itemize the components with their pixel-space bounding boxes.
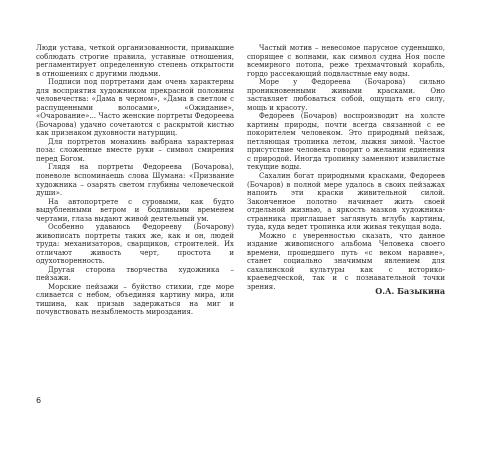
left-text-column [36, 44, 234, 317]
author-signature: О.А. Базыкина [375, 286, 445, 296]
paragraph: Глядя на портреты Федореева (Бочарова), поневоле вспоминаешь слова Шумана: «Призвание художника – озарять светом глубины человеческой души». [36, 163, 234, 198]
paragraph: Люди устава, четкой организованности, привыкшие соблюдать строгие правила, уставные отношения, регламентирует определенную степень открытости в отношениях с другими людьми. [36, 44, 234, 78]
paragraph: На автопортрете с суровыми, как будто выдубленными ветром и бодливыми временем чертами, глаза выдают живой деятельный ум. [36, 197, 234, 223]
paragraph: Море у Федореева (Бочарова) сильно проникновенными живыми красками. Оно заставляет любоваться собой, ощущать его силу, мощь и красоту. [247, 78, 445, 112]
paragraph: Подписи под портретами дам очень характерны для восприятия художником прекрасной половины человечества: «Дама в черном», «Дама в светлом с распущенными волосами», «Ожидание», «Очарование»... Часто женские портреты Федореева (Бочарова) удачно сочетаются с раскрытой кистью как признаком духовности натурщиц. [36, 78, 234, 138]
paragraph: Частый мотив – невесомое парусное суденышко, спорящее с волнами, как символ судна Ноя после всемирного потопа, реже трехмачтовый корабль, гордо рассекающий подвластные ему воды. [247, 44, 445, 78]
paragraph: Для портретов монахинь выбрана характерная поза: сложенные вместе руки – символ смирения перед Богом. [36, 137, 234, 163]
paragraph: Можно с уверенностью сказать, что данное издание живописного альбома Человека своего времени, прошедшего путь «с веком наравне», станет социально значимым явлением для сахалинской культуры как с историко-краеведческой, так и с познавательной точки зрения. [247, 231, 445, 291]
page-number: 6 [36, 396, 42, 405]
paragraph: Морские пейзажи – буйство стихии, где море сливается с небом, объединяя картину мира, или тишина, как призыв задержаться на миг и почувствовать незыблемость мироздания. [36, 282, 234, 317]
paragraph: Особенно удаваюсь Федорееву (Бочарову) живописать портреты таких же, как и он, людей труда: механизаторов, сварщиков, строителей. Их отличают живость черт, простота и одухотворенность. [36, 223, 234, 266]
paragraph: Федореев (Бочаров) воспроизводит на холсте картины природы, почти всегда связанной с ее покорителем человеком. Это природный пейзаж, петляющая тропинка летом, лыжня зимой. Частое присутствие человека говорит о желании единения с природой. Иногда тропинку заменяют извилистые текущие воды. [247, 112, 445, 172]
right-text-column [247, 44, 445, 291]
paragraph: Другая сторона творчества художника – пейзажи. [36, 265, 234, 283]
paragraph: Сахалин богат природными красками, Федореев (Бочаров) в полной мере удалось в своих пейзажах напоить эти краски живительной силой. Законченное полотно начинает жить своей отдельной жизнью, а яркость мазков художника-странника приглашает заглянуть вглубь картины, туда, куда ведет тропинка или живая текущая вода. [247, 171, 445, 232]
